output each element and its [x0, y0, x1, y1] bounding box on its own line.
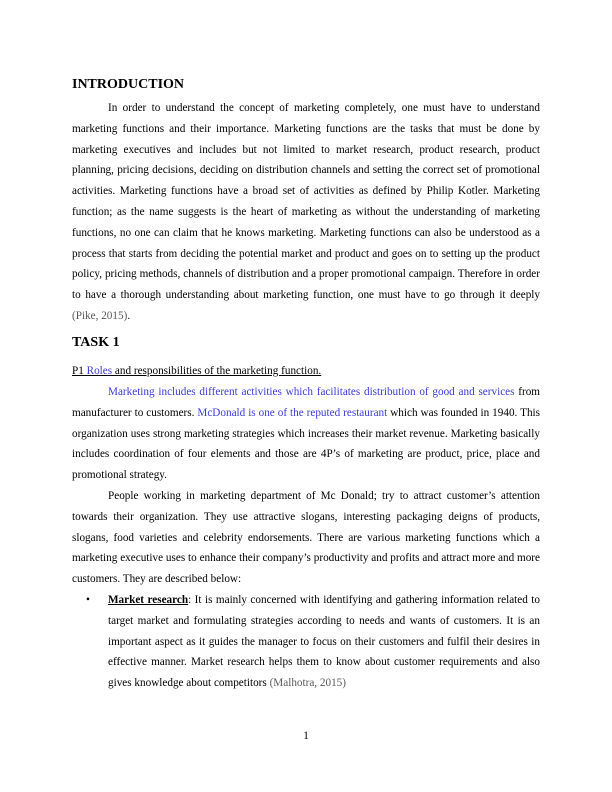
task-heading: TASK 1	[72, 335, 120, 350]
para1-text-b: which was founded in 1940. This organization uses strong marketing strategies which increases their market revenue. Marketing basically includes coordination of four elements and those are 4P’s of marketing are product, price, place and promotional strategy.	[72, 406, 540, 482]
bullet-icon: •	[86, 594, 90, 606]
bullet-term: Market research	[108, 594, 189, 606]
task-paragraph-1	[72, 382, 540, 486]
task-subheading	[72, 363, 540, 379]
para1-highlight: Marketing includes different activities which facilitates distribution of good and services	[108, 386, 515, 398]
intro-paragraph	[72, 98, 540, 327]
intro-end: .	[127, 309, 131, 322]
bullet-citation: (Malhotra, 2015)	[269, 677, 347, 690]
list-item	[72, 590, 540, 694]
intro-heading: INTRODUCTION	[72, 77, 185, 92]
para1-highlight-2: McDonald is one of the reputed restaurant	[197, 406, 388, 419]
subheading-prefix: P1	[72, 365, 87, 377]
para1-text-a: from manufacturer to customers.	[72, 386, 540, 419]
bullet-text: : It is mainly concerned with identifying and gathering information related to target market and formulating strategies according to needs and wants of customers. It is an important aspect as it guides the manager to focus on their customers and fulfil their desires in effective manner. Market research helps them to know about customer requirements and also gives knowledge about competitors	[108, 594, 540, 690]
intro-citation: (Pike, 2015)	[72, 309, 128, 322]
task-paragraph-2: People working in marketing department of Mc Donald; try to attract customer’s attention towards their organization. They use attractive slogans, interesting packaging deigns of products, slogans, food varieties and celebrity endorsements. There are various marketing functions which a marketing executive uses to enhance their company’s productivity and profits and attract more and more customers. They are described below:	[72, 490, 540, 586]
page-number: 1	[303, 730, 309, 742]
intro-body: In order to understand the concept of marketing completely, one must have to understand marketing functions and their importance. Marketing functions are the tasks that must be done by marketing executives and includes but not limited to market research, product research, product planning, pricing decisions, deciding on distribution channels and setting the correct set of promotional activities. Marketing functions have a broad set of activities as defined by Philip Kotler. Marketing function; as the name suggests is the heart of marketing as without the understanding of marketing functions, no one can claim that he knows marketing. Marketing functions can also be understood as a process that starts from deciding the potential market and product and goes on to setting up the product policy, pricing methods, channels of distribution and a proper promotional campaign. Therefore in order to have a thorough understanding about marketing function, one must have to go through it deeply	[72, 102, 540, 302]
subheading-rest: and responsibilities of the marketing function.	[114, 365, 322, 377]
functions-list	[72, 590, 540, 694]
subheading-link: Roles	[86, 365, 115, 377]
